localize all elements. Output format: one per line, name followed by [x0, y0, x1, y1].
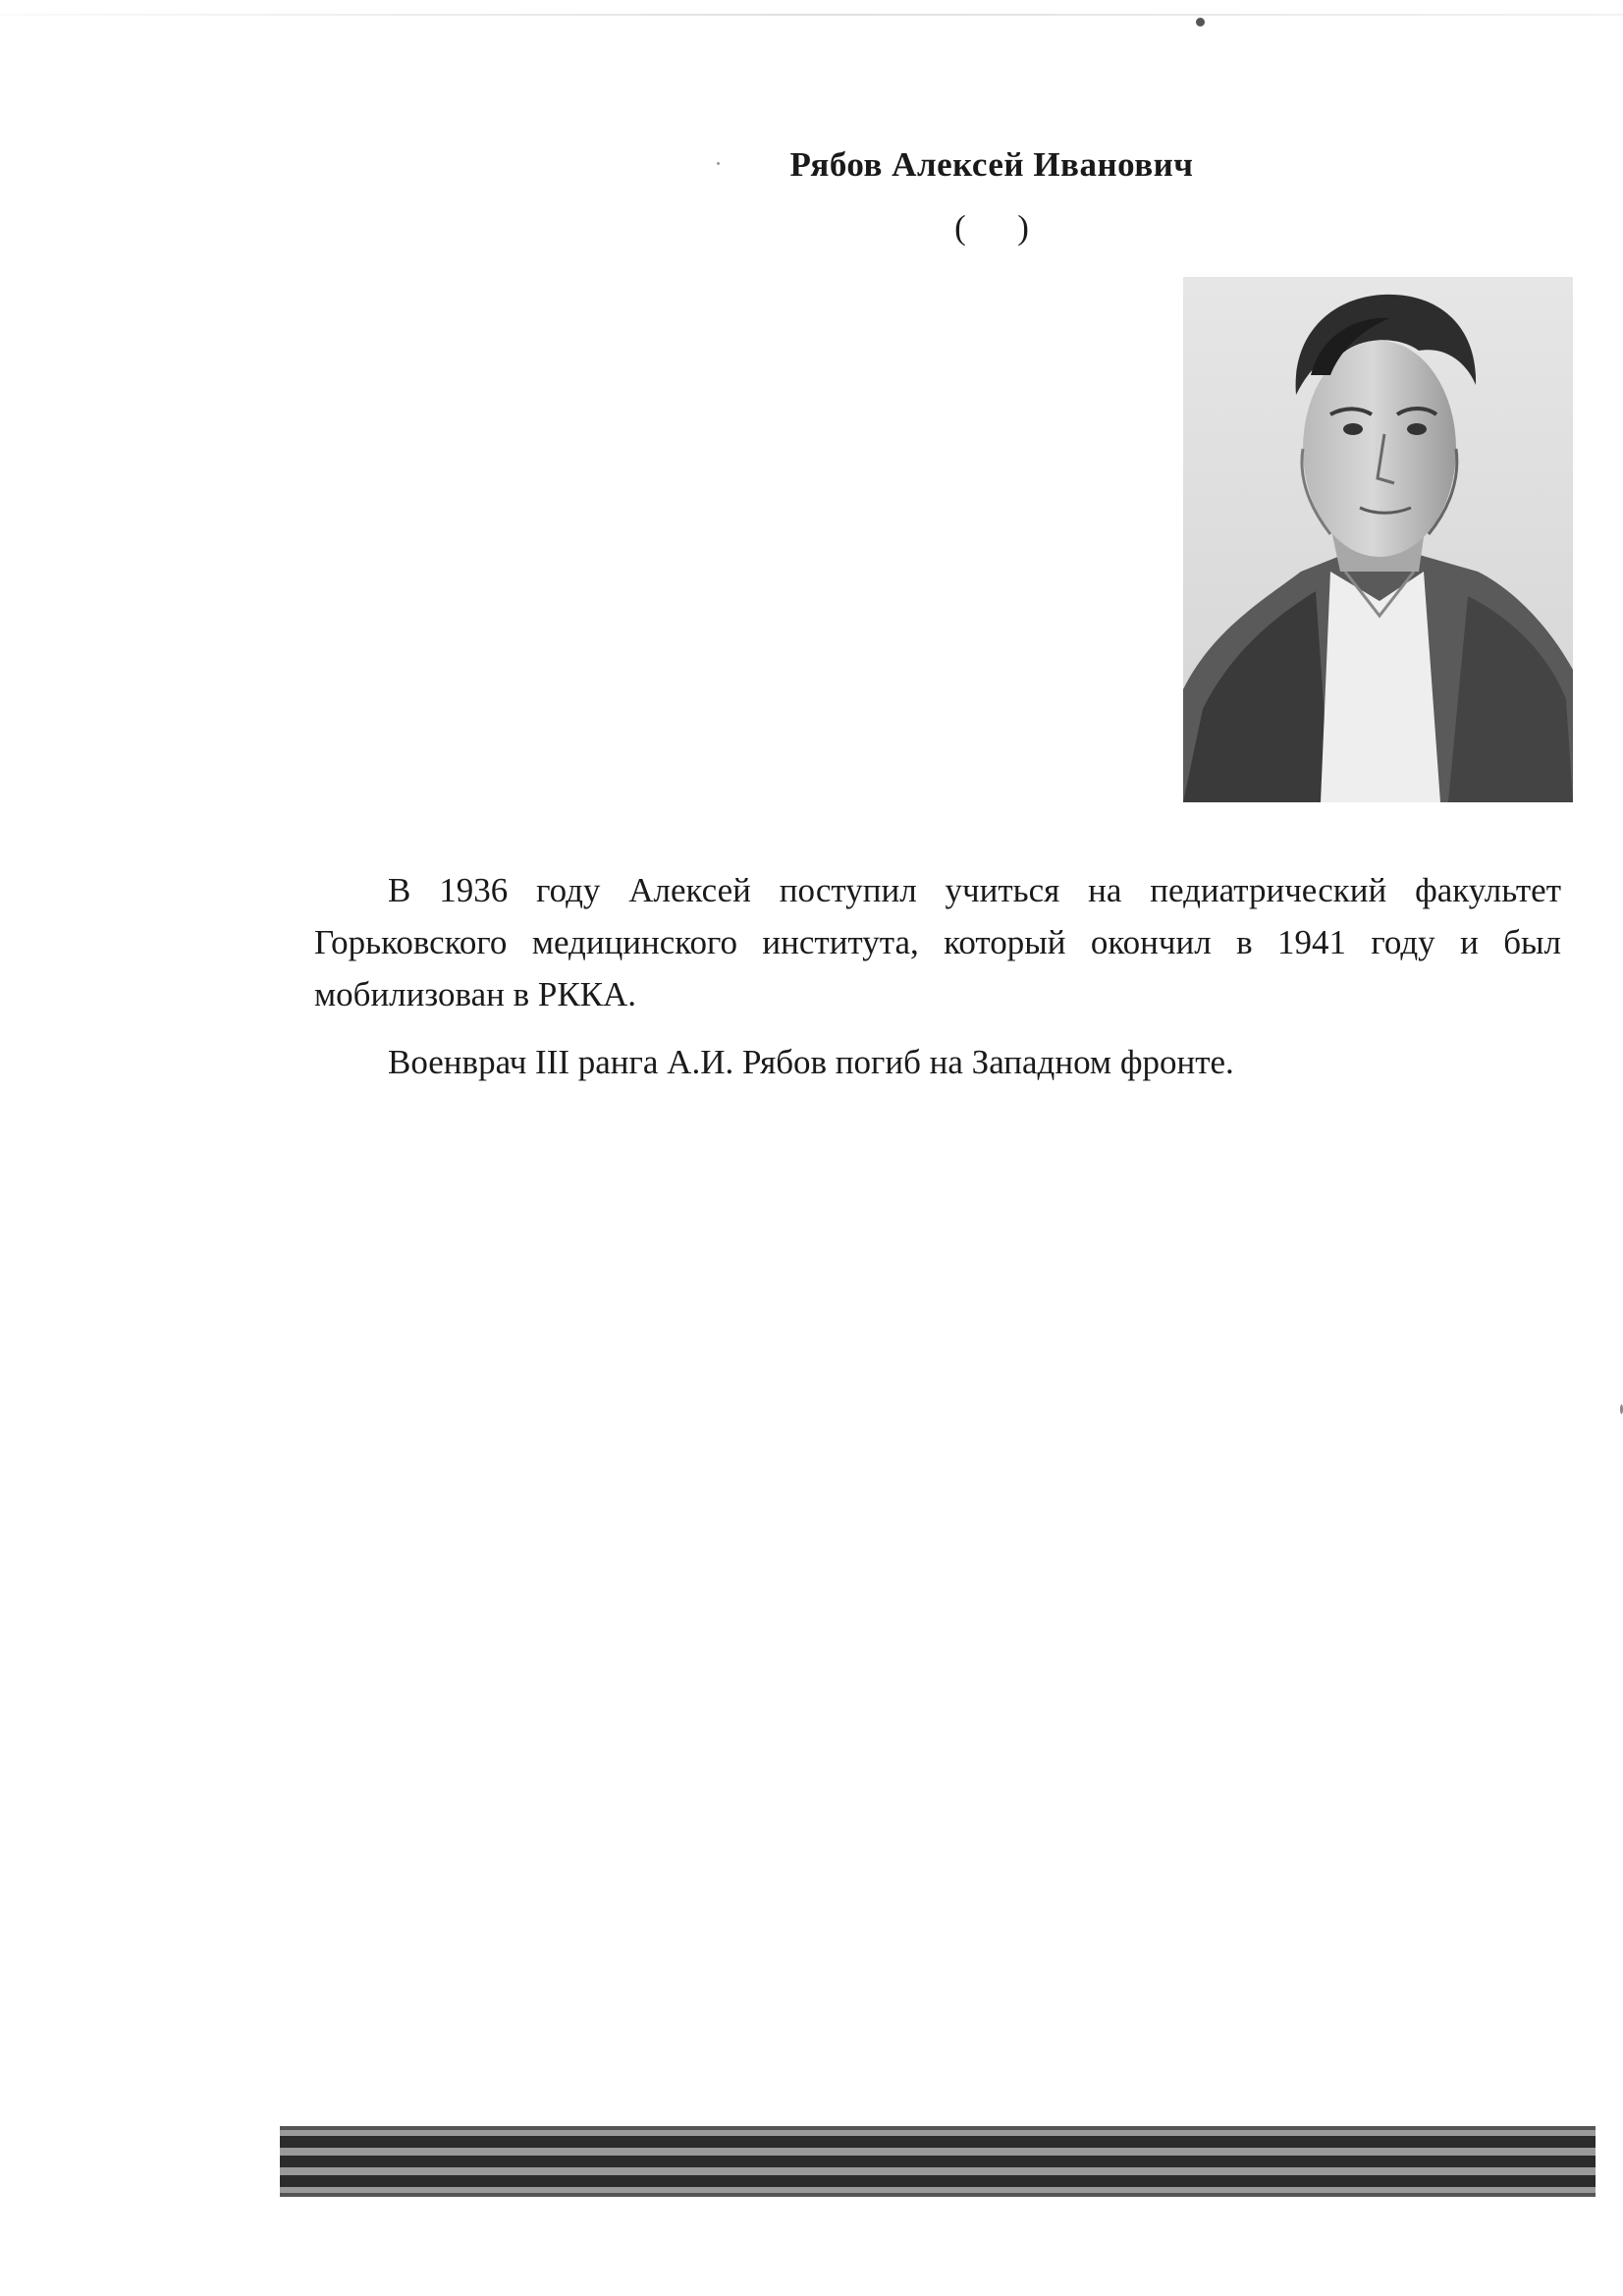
st-george-ribbon [280, 2126, 1596, 2197]
biography-paragraph-1: В 1936 году Алексей поступил учиться на педиатрический факультет Горьковского медицинского института, который окончил в 1941 году и был мобилизован в РККА. [314, 871, 1561, 1013]
document-title: Рябов Алексей Иванович [789, 145, 1194, 184]
scan-edge [0, 14, 1623, 16]
life-dates: ( ) [954, 208, 1029, 246]
portrait-image [1183, 277, 1573, 802]
biography-paragraph-2: Военврач III ранга А.И. Рябов погиб на Западном фронте. [388, 1043, 1234, 1081]
biography-text [314, 864, 1561, 1088]
scan-speck [1196, 18, 1205, 27]
